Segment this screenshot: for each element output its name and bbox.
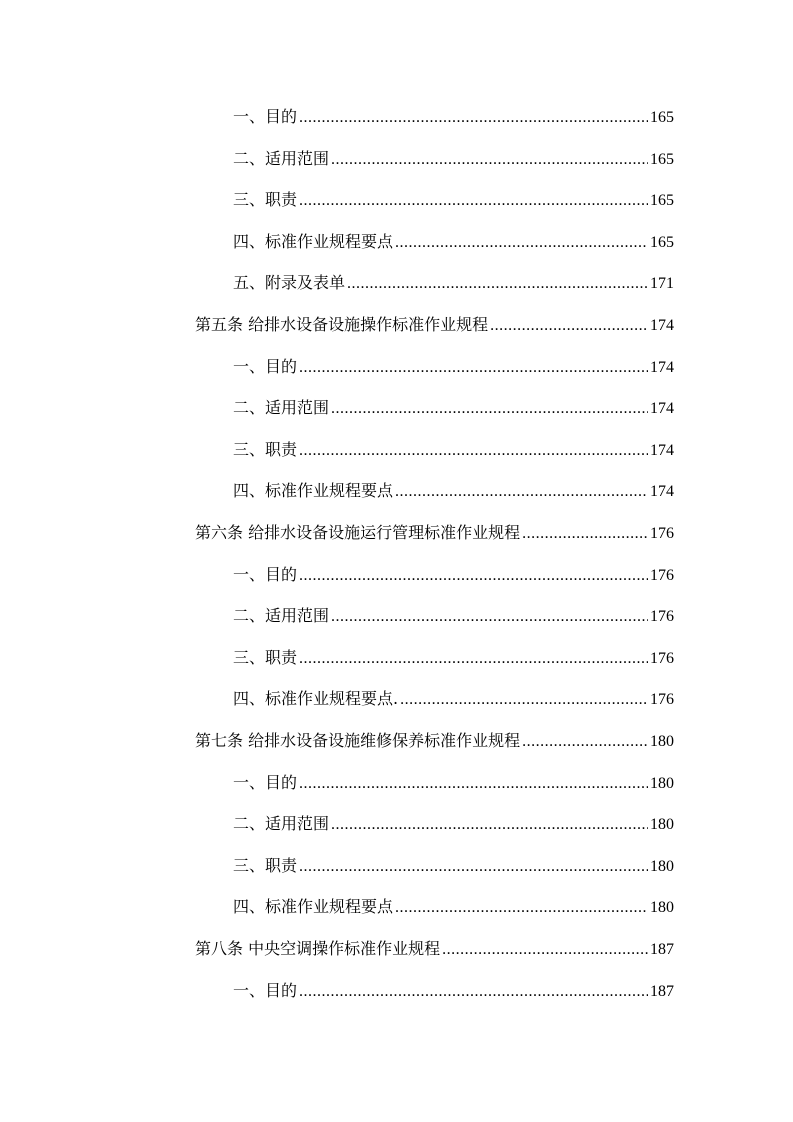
toc-chapter-entry[interactable] [195, 521, 674, 545]
toc-entry-title: 二、适用范围 [233, 814, 330, 834]
dot-leader [331, 605, 648, 629]
dot-leader [299, 106, 648, 130]
toc-entry-title: 一、目的 [233, 564, 298, 584]
toc-chapter-entry[interactable] [195, 729, 674, 753]
toc-section-entry[interactable] [233, 355, 674, 379]
dot-leader [299, 980, 648, 1004]
dot-leader [299, 439, 648, 463]
toc-section-entry[interactable] [233, 895, 674, 919]
toc-entry-title: 第六条 给排水设备设施运行管理标准作业规程 [195, 523, 521, 542]
toc-page-number: 174 [650, 358, 674, 376]
toc-section-entry[interactable] [233, 271, 674, 295]
toc-section-entry[interactable] [233, 188, 674, 212]
toc-entry-title: 一、目的 [233, 980, 298, 1000]
toc-page-number: 187 [650, 982, 674, 1000]
toc-section-entry[interactable] [233, 646, 674, 670]
toc-section-entry[interactable] [233, 812, 674, 836]
dot-leader [347, 272, 648, 296]
toc-page-number: 176 [650, 566, 674, 584]
toc-page-number: 176 [650, 649, 674, 667]
toc-section-entry[interactable] [233, 687, 674, 711]
toc-entry-title: 三、职责 [233, 439, 298, 459]
toc-page-number: 174 [650, 483, 674, 501]
toc-entry-title: 二、适用范围 [233, 398, 330, 418]
toc-page-number: 171 [650, 275, 674, 293]
toc-page-number: 176 [650, 691, 674, 709]
toc-section-entry[interactable] [233, 230, 674, 254]
dot-leader [400, 688, 648, 712]
toc-section-entry[interactable] [233, 147, 674, 171]
dot-leader [299, 356, 648, 380]
dot-leader [299, 189, 648, 213]
toc-page-number: 180 [650, 733, 674, 750]
toc-entry-title: 三、职责 [233, 855, 298, 875]
toc-entry-title: 二、适用范围 [233, 148, 330, 168]
toc-entry-title: 第八条 中央空调操作标准作业规程 [195, 939, 441, 958]
toc-section-entry[interactable] [233, 438, 674, 462]
toc-chapter-entry[interactable] [195, 313, 674, 337]
toc-page-number: 176 [650, 525, 674, 542]
toc-page-number: 180 [650, 774, 674, 792]
toc-page-number: 165 [650, 233, 674, 251]
dot-leader [299, 564, 648, 588]
dot-leader [490, 314, 648, 338]
toc-page-number: 180 [650, 857, 674, 875]
toc-chapter-entry[interactable] [195, 937, 674, 961]
dot-leader [395, 231, 648, 255]
dot-leader [299, 647, 648, 671]
toc-page-number: 165 [650, 109, 674, 126]
toc-section-entry[interactable] [233, 396, 674, 420]
toc-entry-title: 二、适用范围 [233, 606, 330, 626]
dot-leader [522, 522, 648, 546]
dot-leader [331, 813, 648, 837]
dot-leader [299, 855, 648, 879]
toc-page-number: 165 [650, 150, 674, 168]
toc-section-entry[interactable] [233, 979, 674, 1003]
dot-leader [331, 148, 648, 172]
toc-section-entry[interactable] [233, 771, 674, 795]
dot-leader [395, 480, 648, 504]
toc-section-entry[interactable] [233, 604, 674, 628]
dot-leader [395, 896, 648, 920]
toc-page-number: 176 [650, 608, 674, 626]
toc-entry-title: 四、标准作业规程要点 [233, 481, 394, 501]
toc-section-entry[interactable] [233, 479, 674, 503]
toc-section-entry[interactable] [233, 563, 674, 587]
toc-entry-title: 四、标准作业规程要点 [233, 897, 394, 917]
toc-entry-title: 一、目的 [233, 356, 298, 376]
toc-entry-title: 第五条 给排水设备设施操作标准作业规程 [195, 315, 489, 334]
toc-entry-title: 四、标准作业规程要点 [233, 231, 394, 251]
toc-entry-title: 一、目的 [233, 107, 298, 126]
toc-entry-title: 一、目的 [233, 772, 298, 792]
toc-page-number: 174 [650, 317, 674, 334]
dot-leader [442, 938, 648, 962]
toc-entry-title: 三、职责 [233, 190, 298, 210]
dot-leader [331, 397, 648, 421]
toc-page-number: 180 [650, 899, 674, 917]
dot-leader [299, 772, 648, 796]
toc-entry-title: 三、职责 [233, 647, 298, 667]
toc-entry-title: 五、附录及表单 [233, 273, 346, 293]
toc-page-number: 174 [650, 441, 674, 459]
dot-leader [522, 730, 648, 754]
toc-section-entry[interactable] [233, 854, 674, 878]
toc-page-number: 174 [650, 400, 674, 418]
toc-page-number: 180 [650, 816, 674, 834]
toc-section-entry[interactable] [233, 105, 674, 129]
toc-page-number: 165 [650, 192, 674, 210]
toc-entry-title: 四、标准作业规程要点. [233, 689, 399, 709]
toc-entry-title: 第七条 给排水设备设施维修保养标准作业规程 [195, 731, 521, 750]
toc-page-number: 187 [650, 941, 674, 958]
